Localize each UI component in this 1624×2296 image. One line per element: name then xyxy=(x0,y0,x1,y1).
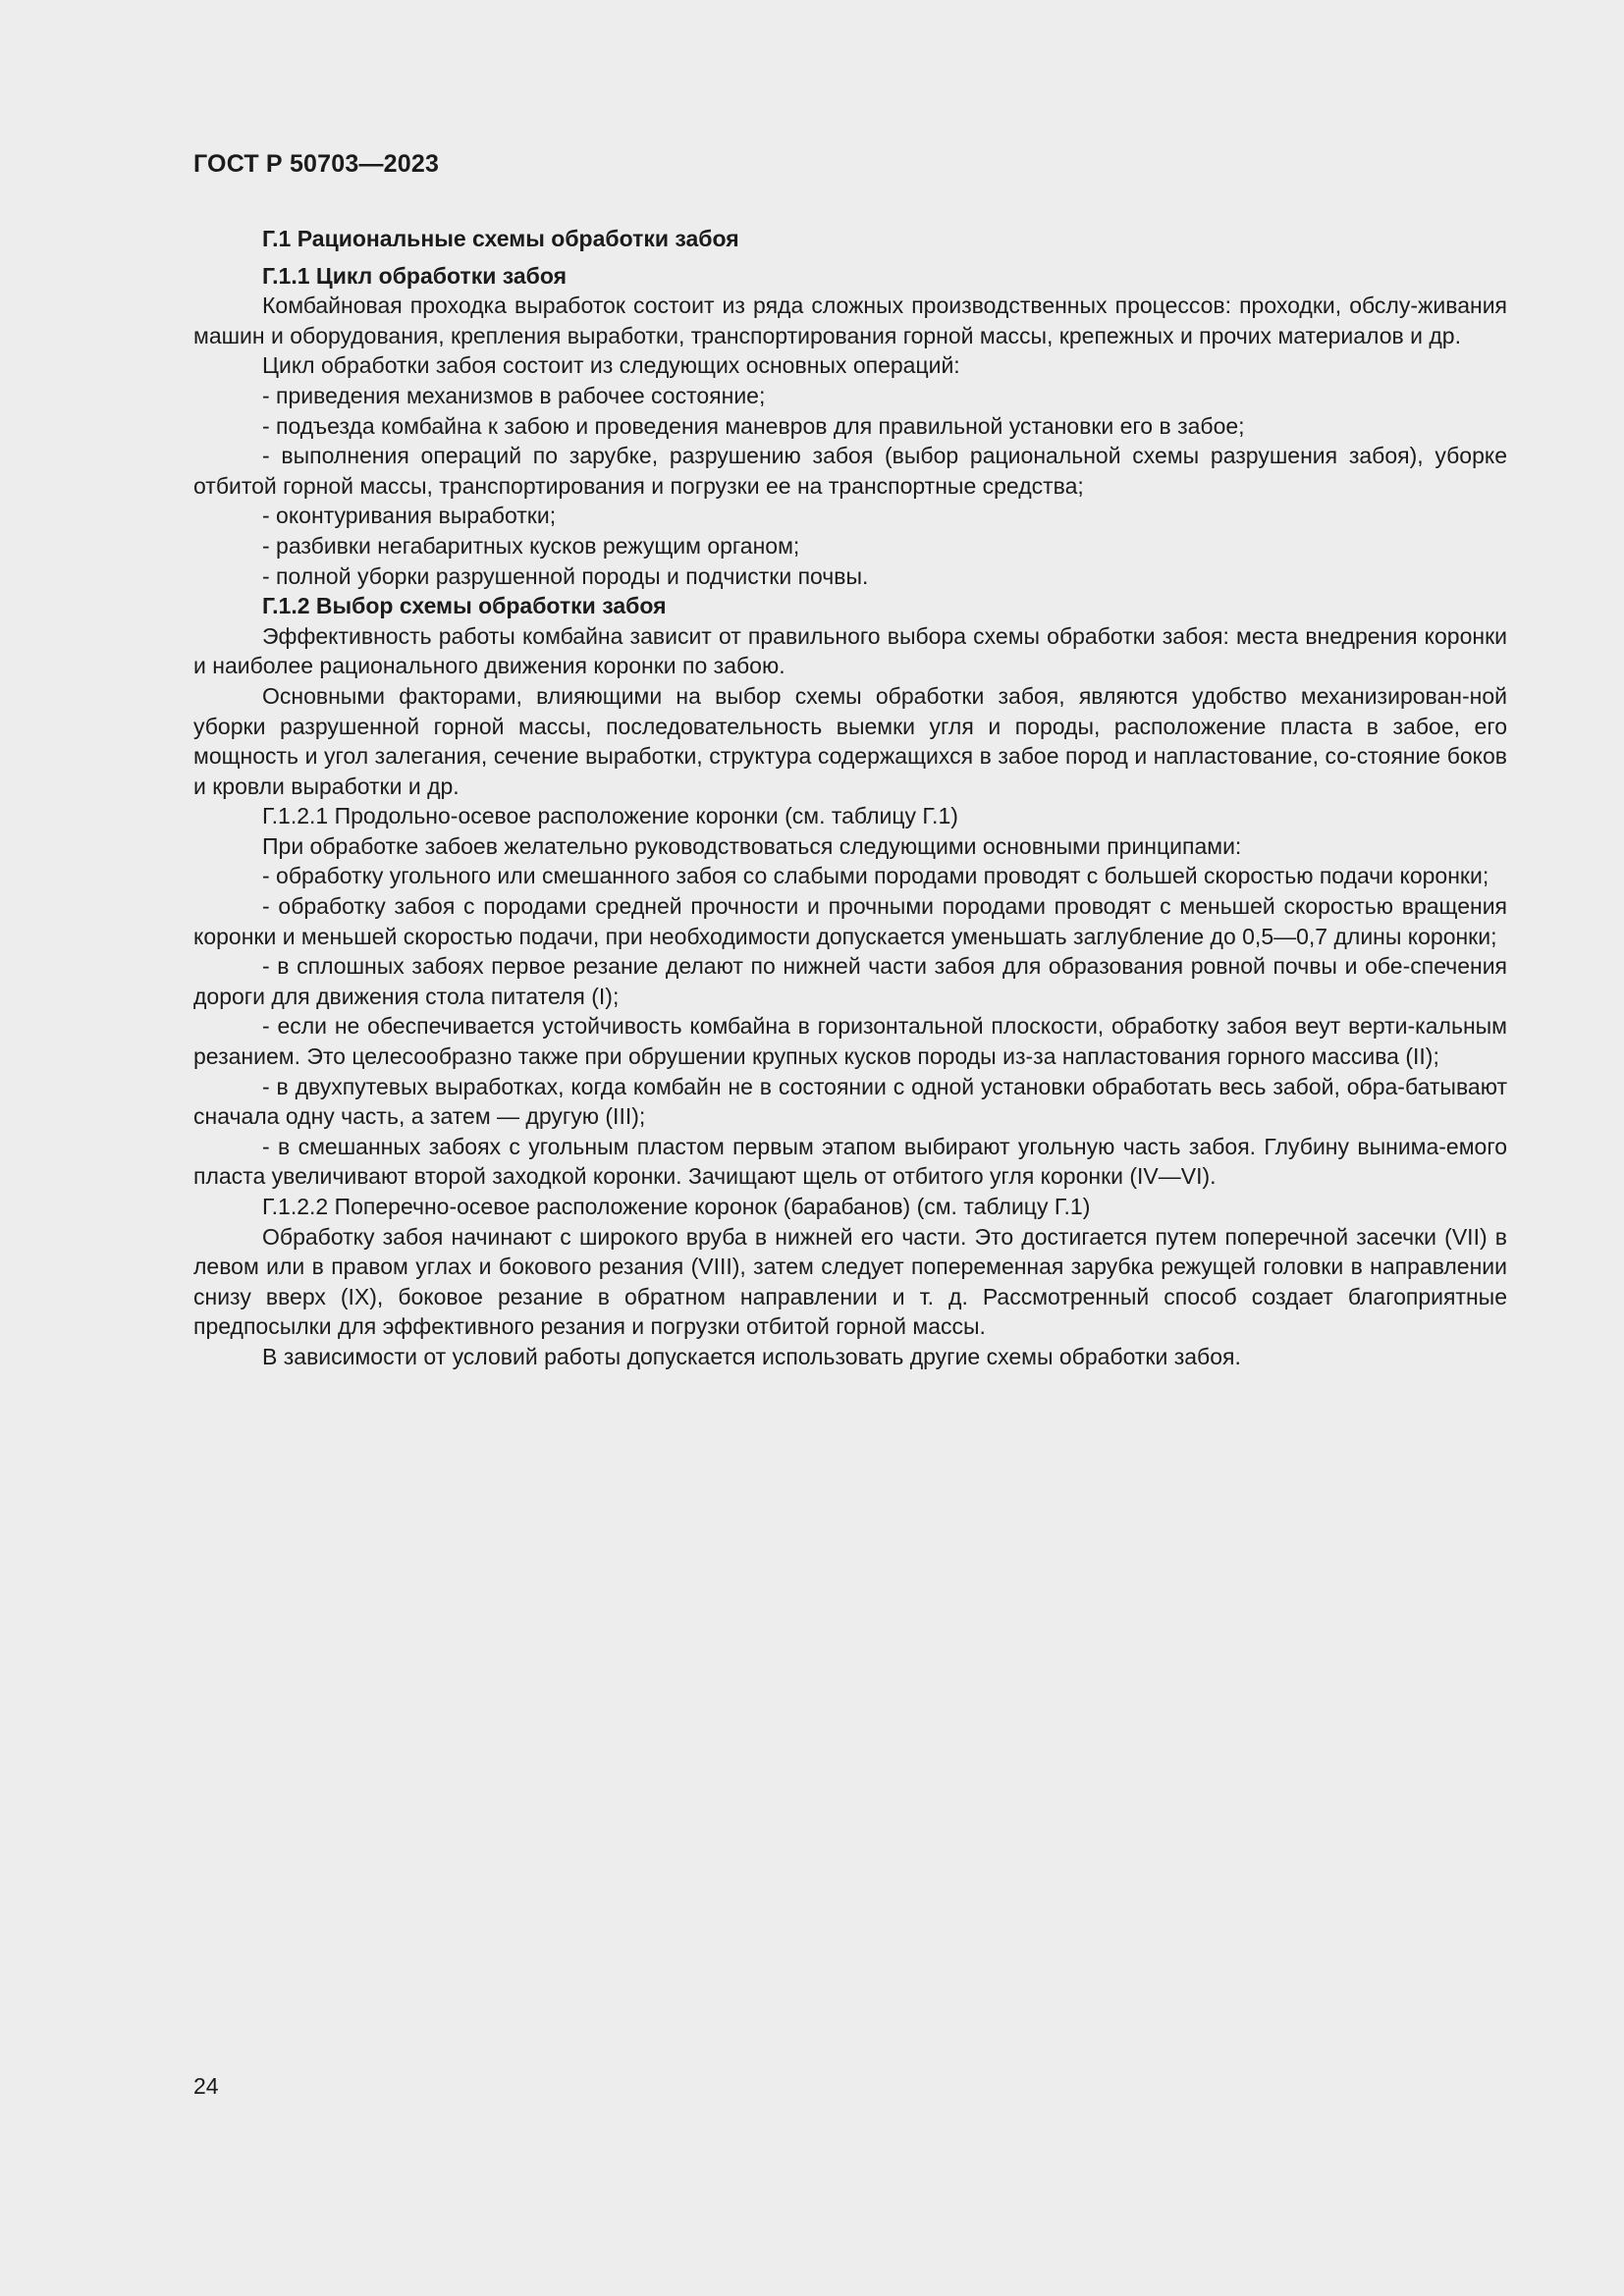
list-item: - оконтуривания выработки; xyxy=(262,503,557,529)
paragraph: Обработку забоя начинают с широкого вруба в нижней его части. Это достигается путем поперечной засечки (VII) в левом или в правом углах и бокового резания (VIII), затем следует попеременная зарубка режущей головки в направлении снизу вверх (IX), боковое резание в обратном направлении и т. д. Рассмотренный способ создает благоприятные предпосылки для эффективного резания и погрузки отбитой горной массы. xyxy=(193,1223,1507,1340)
subsection-g121-heading: Г.1.2.1 Продольно-осевое расположение коронки (см. таблицу Г.1) xyxy=(262,803,958,829)
section-g12-heading: Г.1.2 Выбор схемы обработки забоя xyxy=(262,593,667,619)
paragraph: Комбайновая проходка выработок состоит из ряда сложных производственных процессов: проходки, обслу-живания машин и оборудования, крепления выработки, транспортирования горной массы, крепежных и прочих материалов и др. xyxy=(193,293,1507,348)
list-item: - выполнения операций по зарубке, разрушению забоя (выбор рациональной схемы разрушения забоя), уборке отбитой горной массы, транспортирования и погрузки ее на транспортные средства; xyxy=(193,443,1507,499)
section-g1-heading: Г.1 Рациональные схемы обработки забоя xyxy=(262,226,739,251)
document-code: ГОСТ Р 50703—2023 xyxy=(193,150,440,178)
list-item: - приведения механизмов в рабочее состояние; xyxy=(262,382,766,408)
list-item: - полной уборки разрушенной породы и подчистки почвы. xyxy=(262,562,869,589)
paragraph: В зависимости от условий работы допускается использовать другие схемы обработки забоя. xyxy=(262,1343,1241,1369)
list-item: - подъезда комбайна к забою и проведения маневров для правильной установки его в забое; xyxy=(262,412,1245,439)
paragraph: Эффективность работы комбайна зависит от правильного выбора схемы обработки забоя: места внедрения коронки и наиболее рационального движения коронки по забою. xyxy=(193,622,1507,679)
list-item: - обработку забоя с породами средней прочности и прочными породами проводят с меньшей скоростью вращения коронки и меньшей скоростью подачи, при необходимости допускается уменьшать заглубление до 0,5—0,7 длины коронки; xyxy=(193,893,1507,949)
page-content xyxy=(193,224,1507,1372)
paragraph: При обработке забоев желательно руководствоваться следующими основными принципами: xyxy=(262,832,1242,859)
paragraph: Цикл обработки забоя состоит из следующих основных операций: xyxy=(262,352,960,379)
subsection-g122-heading: Г.1.2.2 Поперечно-осевое расположение коронок (барабанов) (см. таблицу Г.1) xyxy=(262,1194,1091,1219)
list-item: - обработку угольного или смешанного забоя со слабыми породами проводят с большей скоростью подачи коронки; xyxy=(262,863,1489,889)
list-item: - в двухпутевых выработках, когда комбайн не в состоянии с одной установки обработать весь забой, обра-батывают сначала одну часть, а затем — другую (III); xyxy=(193,1073,1507,1130)
list-item: - в сплошных забоях первое резание делают по нижней части забоя для образования ровной почвы и обе-спечения дороги для движения стола питателя (I); xyxy=(193,953,1507,1009)
list-item: - если не обеспечивается устойчивость комбайна в горизонтальной плоскости, обработку забоя веут верти-кальным резанием. Это целесообразно также при обрушении крупных кусков породы из-за напластования горного массива (II); xyxy=(193,1013,1507,1070)
paragraph: Основными факторами, влияющими на выбор схемы обработки забоя, являются удобство механизирован-ной уборки разрушенной горной массы, последовательность выемки угля и породы, расположение пласта в забое, его мощность и угол залегания, сечение выработки, структура содержащихся в забое пород и напластование, со-стояние боков и кровли выработки и др. xyxy=(193,682,1507,799)
page-number: 24 xyxy=(193,2073,219,2099)
list-item: - в смешанных забоях с угольным пластом первым этапом выбирают угольную часть забоя. Глубину вынима-емого пласта увеличивают второй заходкой коронки. Зачищают щель от отбитого угля коронки (IV—VI). xyxy=(193,1133,1507,1190)
list-item: - разбивки негабаритных кусков режущим органом; xyxy=(262,532,800,559)
section-g11-heading: Г.1.1 Цикл обработки забоя xyxy=(262,262,568,289)
